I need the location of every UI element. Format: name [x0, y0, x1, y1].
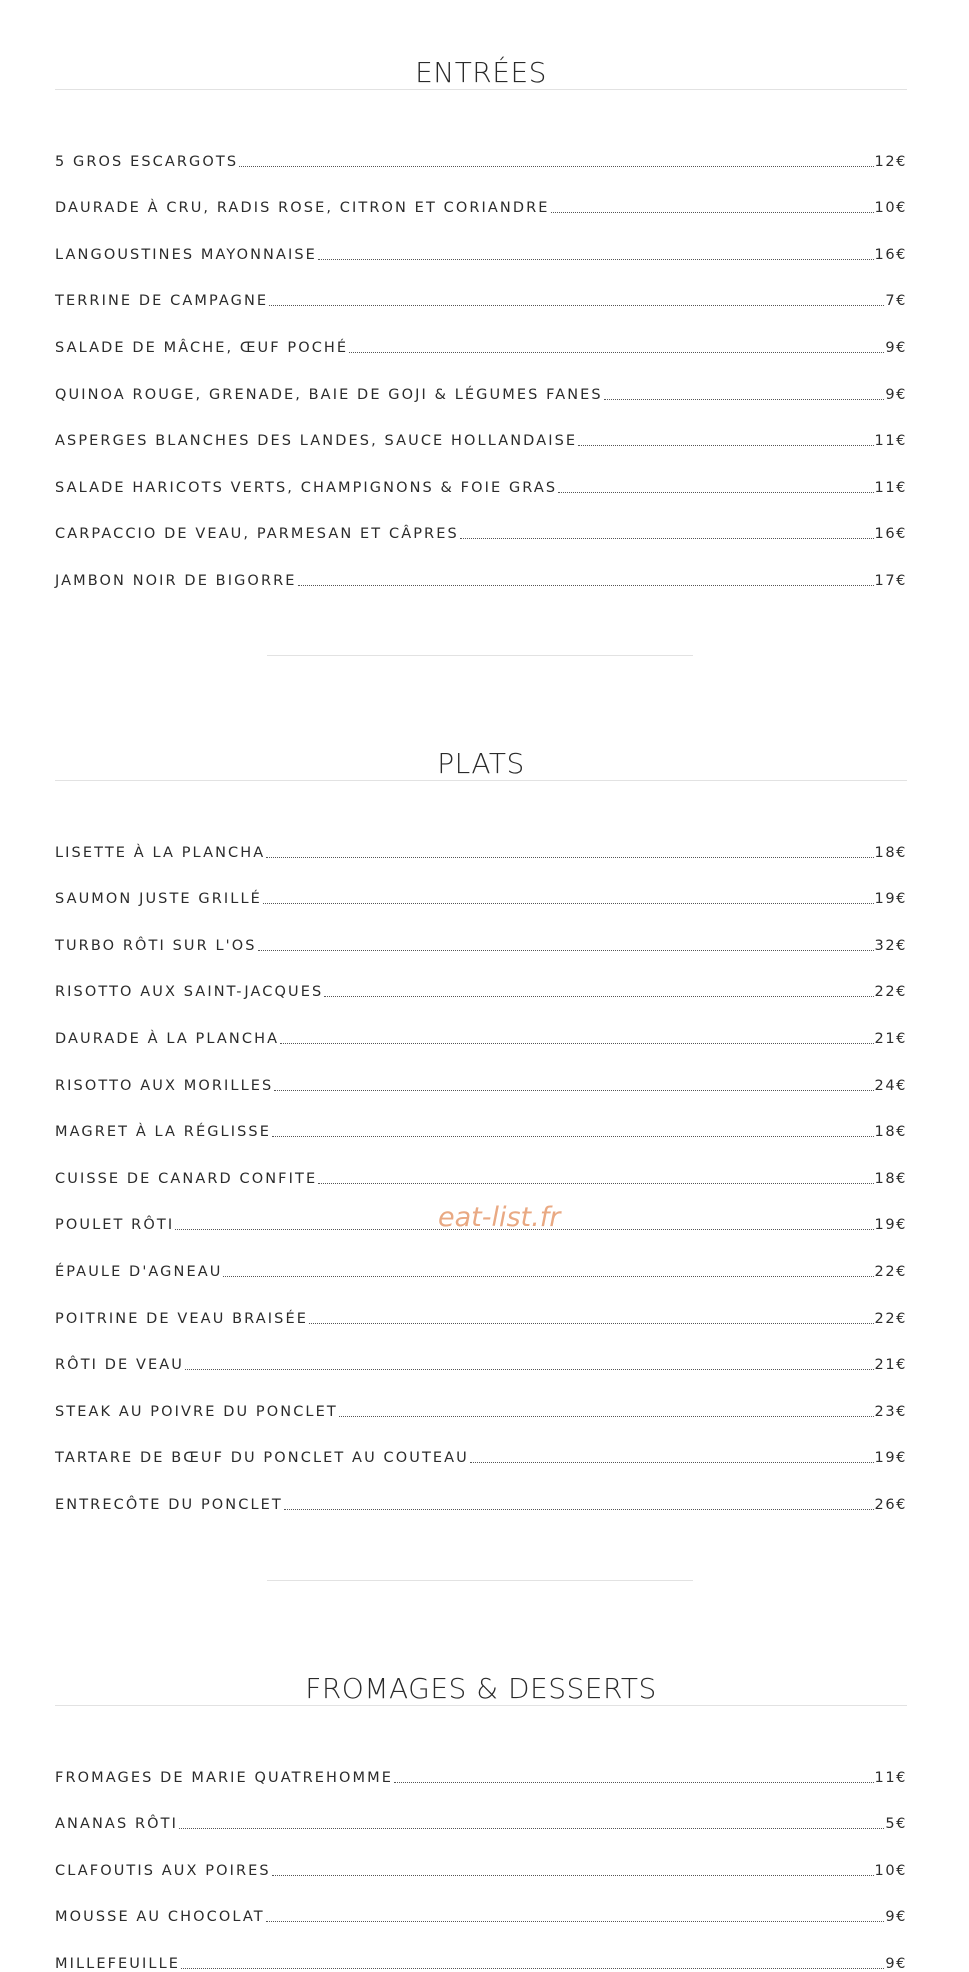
item-price: 26€ — [874, 1496, 907, 1513]
menu-item — [55, 1140, 907, 1187]
item-price: 24€ — [874, 1077, 907, 1094]
item-name: LANGOUSTINES MAYONNAISE — [55, 246, 317, 263]
menu-item — [55, 861, 907, 908]
menu-item — [55, 1047, 907, 1094]
item-name: STEAK AU POIVRE DU PONCLET — [55, 1403, 338, 1420]
item-name: SALADE HARICOTS VERTS, CHAMPIGNONS & FOIE GRAS — [55, 479, 558, 496]
dot-leader — [181, 1967, 884, 1969]
item-name: TERRINE DE CAMPAGNE — [55, 293, 269, 310]
menu-item — [55, 1466, 907, 1513]
item-name: JAMBON NOIR DE BIGORRE — [55, 572, 297, 589]
item-price: 21€ — [874, 1030, 907, 1047]
item-name: RÔTI DE VEAU — [55, 1357, 184, 1374]
menu-item — [55, 123, 907, 170]
dot-leader — [309, 1322, 874, 1324]
menu-item — [55, 1327, 907, 1374]
menu-item — [55, 907, 907, 954]
dot-leader — [266, 856, 873, 858]
dot-leader — [258, 949, 874, 951]
menu-item — [55, 1879, 907, 1926]
dot-leader — [318, 258, 874, 260]
item-name: POULET RÔTI — [55, 1217, 175, 1234]
dot-leader — [266, 1920, 885, 1922]
dot-leader — [470, 1461, 874, 1463]
menu-item — [55, 216, 907, 263]
item-price: 7€ — [885, 293, 907, 310]
item-list — [55, 814, 907, 1513]
menu-item — [55, 1925, 907, 1972]
dot-leader — [394, 1781, 874, 1783]
title-divider — [55, 89, 907, 90]
item-name: DAURADE À CRU, RADIS ROSE, CITRON ET CORIANDRE — [55, 200, 550, 217]
menu-item — [55, 496, 907, 543]
item-name: RISOTTO AUX SAINT-JACQUES — [55, 984, 324, 1001]
menu-item — [55, 542, 907, 589]
item-name: SALADE DE MÂCHE, ŒUF POCHÉ — [55, 339, 349, 356]
dot-leader — [272, 1874, 874, 1876]
item-price: 12€ — [874, 153, 907, 170]
item-price: 19€ — [874, 1217, 907, 1234]
item-price: 9€ — [885, 386, 907, 403]
item-price: 9€ — [885, 339, 907, 356]
menu-item — [55, 1739, 907, 1786]
item-name: ÉPAULE D'AGNEAU — [55, 1263, 223, 1280]
item-price: 18€ — [874, 1124, 907, 1141]
item-price: 18€ — [874, 844, 907, 861]
item-price: 11€ — [874, 1769, 907, 1786]
menu-item — [55, 449, 907, 496]
item-price: 19€ — [874, 891, 907, 908]
dot-leader — [551, 211, 874, 213]
dot-leader — [460, 537, 874, 539]
section-separator — [267, 1580, 693, 1581]
menu-item — [55, 954, 907, 1001]
menu-item — [55, 170, 907, 217]
item-price: 9€ — [885, 1955, 907, 1972]
item-name: QUINOA ROUGE, GRENADE, BAIE DE GOJI & LÉGUMES FANES — [55, 386, 603, 403]
item-price: 22€ — [874, 1263, 907, 1280]
item-name: CUISSE DE CANARD CONFITE — [55, 1170, 318, 1187]
menu-item — [55, 1832, 907, 1879]
dot-leader — [298, 584, 874, 586]
item-price: 16€ — [874, 526, 907, 543]
menu-item — [55, 1000, 907, 1047]
menu-item — [55, 1420, 907, 1467]
dot-leader — [185, 1368, 874, 1370]
menu-item — [55, 1233, 907, 1280]
item-price: 9€ — [885, 1909, 907, 1926]
menu-item — [55, 1786, 907, 1833]
item-name: RISOTTO AUX MORILLES — [55, 1077, 274, 1094]
menu-item — [55, 1373, 907, 1420]
menu-item — [55, 356, 907, 403]
title-divider — [55, 780, 907, 781]
item-name: SAUMON JUSTE GRILLÉ — [55, 891, 262, 908]
section-title: ENTRÉES — [415, 56, 547, 89]
section-title: FROMAGES & DESSERTS — [305, 1672, 657, 1705]
item-name: 5 GROS ESCARGOTS — [55, 153, 239, 170]
item-name: FROMAGES DE MARIE QUATREHOMME — [55, 1769, 394, 1786]
item-price: 21€ — [874, 1357, 907, 1374]
dot-leader — [272, 1135, 874, 1137]
title-divider — [55, 1705, 907, 1706]
item-price: 22€ — [874, 1310, 907, 1327]
item-name: ANANAS RÔTI — [55, 1816, 178, 1833]
dot-leader — [280, 1042, 873, 1044]
menu-item — [55, 1094, 907, 1141]
item-price: 11€ — [874, 433, 907, 450]
dot-leader — [179, 1827, 884, 1829]
dot-leader — [263, 902, 874, 904]
dot-leader — [284, 1508, 874, 1510]
item-name: CLAFOUTIS AUX POIRES — [55, 1862, 271, 1879]
menu-item — [55, 309, 907, 356]
item-name: TARTARE DE BŒUF DU PONCLET AU COUTEAU — [55, 1450, 469, 1467]
item-price: 32€ — [874, 937, 907, 954]
dot-leader — [269, 304, 884, 306]
item-name: MILLEFEUILLE — [55, 1955, 181, 1972]
section-fromages-desserts — [55, 1674, 907, 1972]
item-price: 11€ — [874, 479, 907, 496]
section-title: PLATS — [437, 747, 525, 780]
item-price: 16€ — [874, 246, 907, 263]
item-price: 19€ — [874, 1450, 907, 1467]
menu-item — [55, 403, 907, 450]
item-list — [55, 1739, 907, 1972]
dot-leader — [578, 444, 873, 446]
item-name: MOUSSE AU CHOCOLAT — [55, 1909, 265, 1926]
dot-leader — [339, 1415, 874, 1417]
item-price: 22€ — [874, 984, 907, 1001]
dot-leader — [318, 1182, 873, 1184]
item-price: 23€ — [874, 1403, 907, 1420]
item-name: DAURADE À LA PLANCHA — [55, 1030, 280, 1047]
watermark: eat-list.fr — [438, 1202, 561, 1233]
item-name: TURBO RÔTI SUR L'OS — [55, 937, 257, 954]
menu-item — [55, 814, 907, 861]
item-name: LISETTE À LA PLANCHA — [55, 844, 266, 861]
item-list — [55, 123, 907, 589]
item-price: 10€ — [874, 200, 907, 217]
item-name: MAGRET À LA RÉGLISSE — [55, 1124, 271, 1141]
item-price: 17€ — [874, 572, 907, 589]
dot-leader — [223, 1275, 873, 1277]
menu-item — [55, 1280, 907, 1327]
menu-item — [55, 263, 907, 310]
dot-leader — [239, 165, 873, 167]
dot-leader — [274, 1089, 873, 1091]
dot-leader — [558, 491, 873, 493]
dot-leader — [349, 351, 884, 353]
item-name: CARPACCIO DE VEAU, PARMESAN ET CÂPRES — [55, 526, 459, 543]
item-price: 5€ — [885, 1816, 907, 1833]
section-entrees — [55, 58, 907, 589]
item-name: ASPERGES BLANCHES DES LANDES, SAUCE HOLLANDAISE — [55, 433, 578, 450]
dot-leader — [324, 995, 873, 997]
item-price: 18€ — [874, 1170, 907, 1187]
item-name: ENTRECÔTE DU PONCLET — [55, 1496, 283, 1513]
dot-leader — [604, 398, 885, 400]
item-name: POITRINE DE VEAU BRAISÉE — [55, 1310, 308, 1327]
section-plats — [55, 749, 907, 1513]
section-separator — [267, 655, 693, 656]
item-price: 10€ — [874, 1862, 907, 1879]
